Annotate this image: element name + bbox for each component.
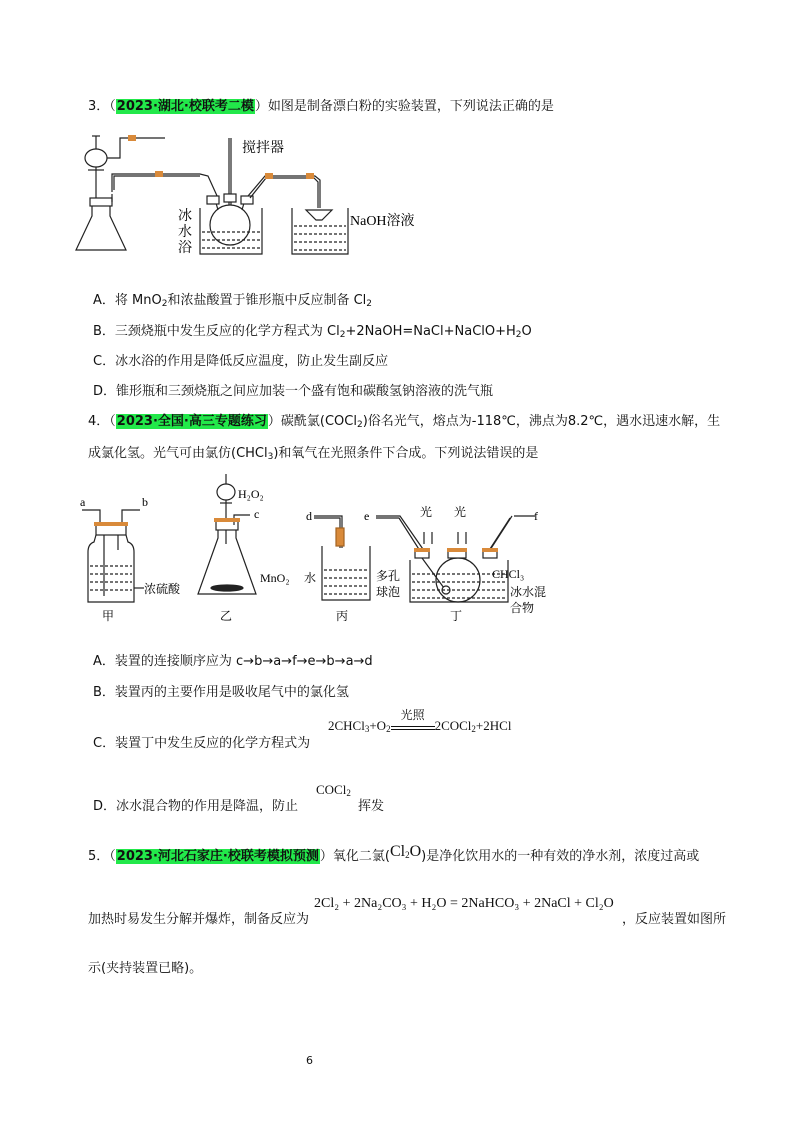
q5-stem-line-2: 加热时易发生分解并爆炸，制备反应为 — [88, 912, 310, 927]
q3-naoh-label: NaOH溶液 — [350, 214, 415, 229]
q4-port-b: b — [142, 495, 148, 509]
q5-number: 5． — [88, 849, 110, 864]
q3-source-tag: 2023·湖北·校联考二模 — [116, 99, 254, 114]
q5-formula: $Cl_2O$ — [389, 843, 422, 860]
q4-port-f: f — [534, 509, 538, 523]
q3-question-text: 如图是制备漂白粉的实验装置，下列说法正确的是 — [267, 99, 554, 114]
q4-stem-line-2: 成氯化氢。光气可由氯仿(CHCl$_3$)和氧气在光照条件下合成。下列说法错误的是 — [88, 446, 539, 462]
q3-stem — [88, 95, 554, 114]
q4-number: 4． — [88, 414, 110, 429]
q5-equation: 2Cl₂ + 2Na₂CO₃ + H₂O = 2NaHCO₃ + 2NaCl + Cl₂O — [314, 896, 614, 911]
q4-light-label-2: 光 — [454, 505, 467, 519]
q4-option-d-formula: COCl$_2$ — [316, 782, 351, 798]
page-number: 6 — [306, 1054, 313, 1067]
q4-option-a: A．装置的连接顺序应为 c→b→a→f→e→b→a→d — [93, 654, 373, 669]
q5-stem-line-2-tail: ，反应装置如图所 — [622, 912, 727, 927]
q3-number: 3． — [88, 99, 110, 114]
q4-bubbler-label-2: 球泡 — [376, 585, 401, 599]
q4-label-yi: 乙 — [220, 609, 233, 623]
q3-ice-label-2: 水 — [178, 225, 192, 240]
q3-ice-label-3: 浴 — [178, 241, 192, 256]
q4-option-b: B．装置丙的主要作用是吸收尾气中的氯化氢 — [93, 685, 349, 700]
q4-chcl3-label: CHCl₃ — [492, 567, 525, 581]
q4-h2so4-label: 浓硫酸 — [144, 582, 181, 596]
q4-reaction-condition: 光照 — [400, 708, 425, 722]
q4-h2o2-label: H₂O₂ — [238, 487, 264, 501]
q4-bubbler-label-1: 多孔 — [376, 569, 401, 583]
q4-ice-label-1: 冰水混 — [510, 585, 547, 599]
q4-stem-line-1: 4．（2023·全国·高三专题练习）碳酰氯(COCl$_2$)俗名光气，熔点为-118℃，沸点为8.2℃，遇水迅速水解，生 — [88, 414, 721, 430]
q3-option-b: B．三颈烧瓶中发生反应的化学方程式为 $Cl_2+2NaOH=NaCl+NaClO+H_2O$ — [93, 324, 532, 340]
q5-stem-line-1: 5．（2023·河北石家庄·校联考模拟预测）氧化二氯$(Cl_2O)$是净化饮用水的一种有效的净水剂，浓度过高或 — [88, 843, 700, 864]
q5-source-tag: 2023·河北石家庄·校联考模拟预测 — [116, 849, 319, 864]
q4-ice-label-2: 合物 — [510, 601, 535, 615]
q4-port-a: a — [80, 495, 86, 509]
q3-option-d: D．锥形瓶和三颈烧瓶之间应加装一个盛有饱和碳酸氢钠溶液的洗气瓶 — [93, 384, 494, 399]
q4-label-jia: 甲 — [102, 609, 115, 623]
q3-stirrer-label: 搅拌器 — [242, 141, 284, 156]
q4-label-ding: 丁 — [450, 609, 463, 623]
q3-option-a: A．将 MnO$_2$和浓盐酸置于锥形瓶中反应制备 $Cl_2$ — [93, 293, 373, 309]
q4-port-c: c — [254, 507, 260, 521]
q3-paren-close: ） — [254, 99, 268, 114]
q4-port-e: e — [364, 509, 370, 523]
q3-option-c: C．冰水浴的作用是降低反应温度，防止发生副反应 — [93, 354, 389, 369]
q3-apparatus-diagram — [70, 128, 540, 263]
q4-light-label-1: 光 — [420, 505, 433, 519]
q4-option-c-equation: $2CHCl_3+O_2$ 光照 2COCl$_2$+2HCl — [328, 708, 512, 734]
q3-paren-open: （ — [109, 99, 116, 114]
q4-mno2-label: MnO₂ — [260, 571, 290, 585]
q4-port-d: d — [306, 509, 312, 523]
q4-option-c: C．装置丁中发生反应的化学方程式为 — [93, 736, 311, 751]
q4-option-d-tail: 挥发 — [358, 799, 385, 814]
q4-label-bing: 丙 — [336, 609, 349, 623]
q4-apparatus-diagram — [70, 470, 560, 630]
q5-stem-line-3: 示(夹持装置已略)。 — [88, 961, 203, 976]
q4-water-label: 水 — [304, 571, 317, 585]
q4-option-d: D．冰水混合物的作用是降温，防止 — [93, 799, 299, 814]
q4-source-tag: 2023·全国·高三专题练习 — [116, 414, 267, 429]
q3-ice-label-1: 冰 — [178, 209, 192, 224]
